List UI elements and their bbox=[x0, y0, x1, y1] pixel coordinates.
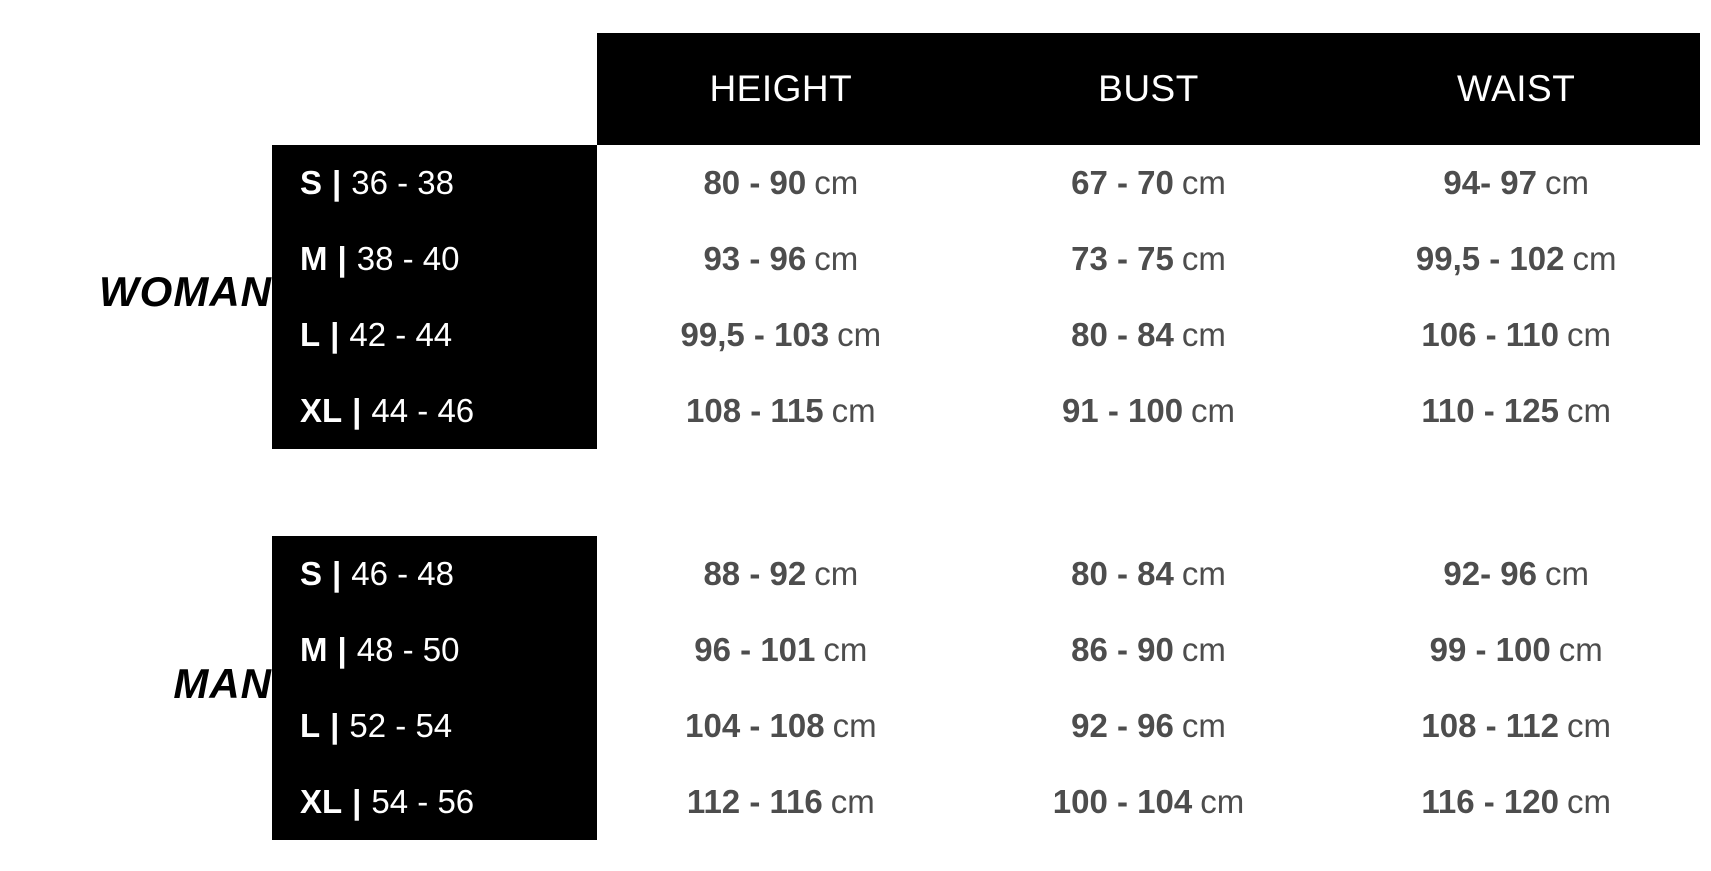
table-row bbox=[597, 688, 1700, 764]
column-header-bust: BUST bbox=[1098, 68, 1199, 109]
value: 93 - 96 bbox=[703, 240, 807, 277]
size-eu-range: 44 - 46 bbox=[371, 392, 475, 429]
size-separator: | bbox=[332, 555, 342, 592]
size-separator: | bbox=[337, 240, 347, 277]
unit: cm bbox=[814, 240, 859, 277]
unit: cm bbox=[823, 631, 868, 668]
size-code: XL bbox=[300, 392, 343, 429]
cell-bust bbox=[965, 631, 1333, 669]
size-code: L bbox=[300, 707, 321, 744]
unit: cm bbox=[1181, 555, 1226, 592]
size-code: XL bbox=[300, 783, 343, 820]
unit: cm bbox=[837, 316, 882, 353]
size-separator: | bbox=[352, 392, 362, 429]
cell-height bbox=[597, 555, 965, 593]
value: 100 - 104 bbox=[1052, 783, 1193, 820]
table-row bbox=[597, 612, 1700, 688]
cell-waist bbox=[1332, 783, 1700, 821]
unit: cm bbox=[1566, 392, 1611, 429]
size-separator: | bbox=[337, 631, 347, 668]
value: 99,5 - 103 bbox=[680, 316, 830, 353]
value: 94- 97 bbox=[1443, 164, 1537, 201]
size-row bbox=[272, 297, 597, 373]
unit: cm bbox=[1181, 164, 1226, 201]
size-separator: | bbox=[352, 783, 362, 820]
table-row bbox=[597, 373, 1700, 449]
unit: cm bbox=[830, 783, 875, 820]
size-row bbox=[272, 145, 597, 221]
table-row bbox=[597, 297, 1700, 373]
measurements-man bbox=[597, 536, 1700, 840]
value: 96 - 101 bbox=[694, 631, 816, 668]
value: 80 - 84 bbox=[1071, 316, 1174, 353]
size-block-man bbox=[272, 536, 597, 840]
table-row bbox=[597, 145, 1700, 221]
unit: cm bbox=[1566, 783, 1611, 820]
table-row bbox=[597, 221, 1700, 297]
unit: cm bbox=[814, 555, 859, 592]
cell-height bbox=[597, 783, 965, 821]
value: 80 - 90 bbox=[703, 164, 807, 201]
value: 106 - 110 bbox=[1421, 316, 1559, 353]
cell-waist bbox=[1332, 631, 1700, 669]
unit: cm bbox=[1566, 707, 1611, 744]
value: 99 - 100 bbox=[1429, 631, 1551, 668]
unit: cm bbox=[1200, 783, 1245, 820]
unit: cm bbox=[1181, 316, 1226, 353]
value: 67 - 70 bbox=[1071, 164, 1174, 201]
cell-waist bbox=[1332, 316, 1700, 354]
cell-waist bbox=[1332, 240, 1700, 278]
cell-height bbox=[597, 392, 965, 430]
size-code: S bbox=[300, 555, 323, 592]
cell-height bbox=[597, 164, 965, 202]
size-code: M bbox=[300, 631, 328, 668]
unit: cm bbox=[1544, 555, 1589, 592]
cell-bust bbox=[965, 783, 1333, 821]
unit: cm bbox=[1566, 316, 1611, 353]
unit: cm bbox=[831, 392, 876, 429]
cell-waist bbox=[1332, 707, 1700, 745]
value: 73 - 75 bbox=[1071, 240, 1174, 277]
unit: cm bbox=[1181, 707, 1226, 744]
size-eu-range: 42 - 44 bbox=[349, 316, 453, 353]
cell-height bbox=[597, 316, 965, 354]
size-eu-range: 52 - 54 bbox=[349, 707, 453, 744]
size-eu-range: 38 - 40 bbox=[356, 240, 460, 277]
value: 116 - 120 bbox=[1421, 783, 1559, 820]
value: 112 - 116 bbox=[686, 783, 823, 820]
unit: cm bbox=[1544, 164, 1589, 201]
cell-height bbox=[597, 707, 965, 745]
value: 91 - 100 bbox=[1061, 392, 1184, 429]
value: 92 - 96 bbox=[1071, 707, 1174, 744]
size-eu-range: 48 - 50 bbox=[356, 631, 460, 668]
value: 108 - 115 bbox=[686, 392, 824, 429]
size-separator: | bbox=[332, 164, 342, 201]
size-row bbox=[272, 764, 597, 840]
cell-waist bbox=[1332, 555, 1700, 593]
unit: cm bbox=[1181, 240, 1226, 277]
size-row bbox=[272, 373, 597, 449]
group-label-man: MAN bbox=[173, 660, 272, 707]
size-code: M bbox=[300, 240, 328, 277]
cell-bust bbox=[965, 316, 1333, 354]
cell-bust bbox=[965, 392, 1333, 430]
size-eu-range: 46 - 48 bbox=[351, 555, 454, 592]
cell-bust bbox=[965, 707, 1333, 745]
size-code: L bbox=[300, 316, 321, 353]
value: 108 - 112 bbox=[1421, 707, 1559, 744]
cell-waist bbox=[1332, 392, 1700, 430]
unit: cm bbox=[814, 164, 859, 201]
size-eu-range: 36 - 38 bbox=[351, 164, 454, 201]
cell-waist bbox=[1332, 164, 1700, 202]
unit: cm bbox=[1572, 240, 1617, 277]
value: 99,5 - 102 bbox=[1415, 240, 1565, 277]
size-eu-range: 54 - 56 bbox=[371, 783, 475, 820]
value: 92- 96 bbox=[1443, 555, 1537, 592]
cell-bust bbox=[965, 164, 1333, 202]
value: 110 - 125 bbox=[1421, 392, 1559, 429]
table-row bbox=[597, 764, 1700, 840]
size-separator: | bbox=[330, 316, 340, 353]
value: 86 - 90 bbox=[1071, 631, 1174, 668]
unit: cm bbox=[1558, 631, 1603, 668]
size-row bbox=[272, 221, 597, 297]
table-row bbox=[597, 536, 1700, 612]
cell-height bbox=[597, 240, 965, 278]
size-code: S bbox=[300, 164, 323, 201]
size-block-woman bbox=[272, 145, 597, 449]
value: 104 - 108 bbox=[685, 707, 825, 744]
size-separator: | bbox=[330, 707, 340, 744]
unit: cm bbox=[832, 707, 877, 744]
size-row bbox=[272, 536, 597, 612]
column-header-waist: WAIST bbox=[1457, 68, 1576, 109]
unit: cm bbox=[1181, 631, 1226, 668]
size-row bbox=[272, 612, 597, 688]
table-header-band bbox=[597, 33, 1700, 145]
cell-height bbox=[597, 631, 965, 669]
value: 80 - 84 bbox=[1071, 555, 1174, 592]
cell-bust bbox=[965, 555, 1333, 593]
measurements-woman bbox=[597, 145, 1700, 449]
size-row bbox=[272, 688, 597, 764]
cell-bust bbox=[965, 240, 1333, 278]
column-header-height: HEIGHT bbox=[709, 68, 853, 109]
value: 88 - 92 bbox=[703, 555, 807, 592]
group-label-woman: WOMAN bbox=[99, 268, 272, 315]
unit: cm bbox=[1191, 392, 1236, 429]
